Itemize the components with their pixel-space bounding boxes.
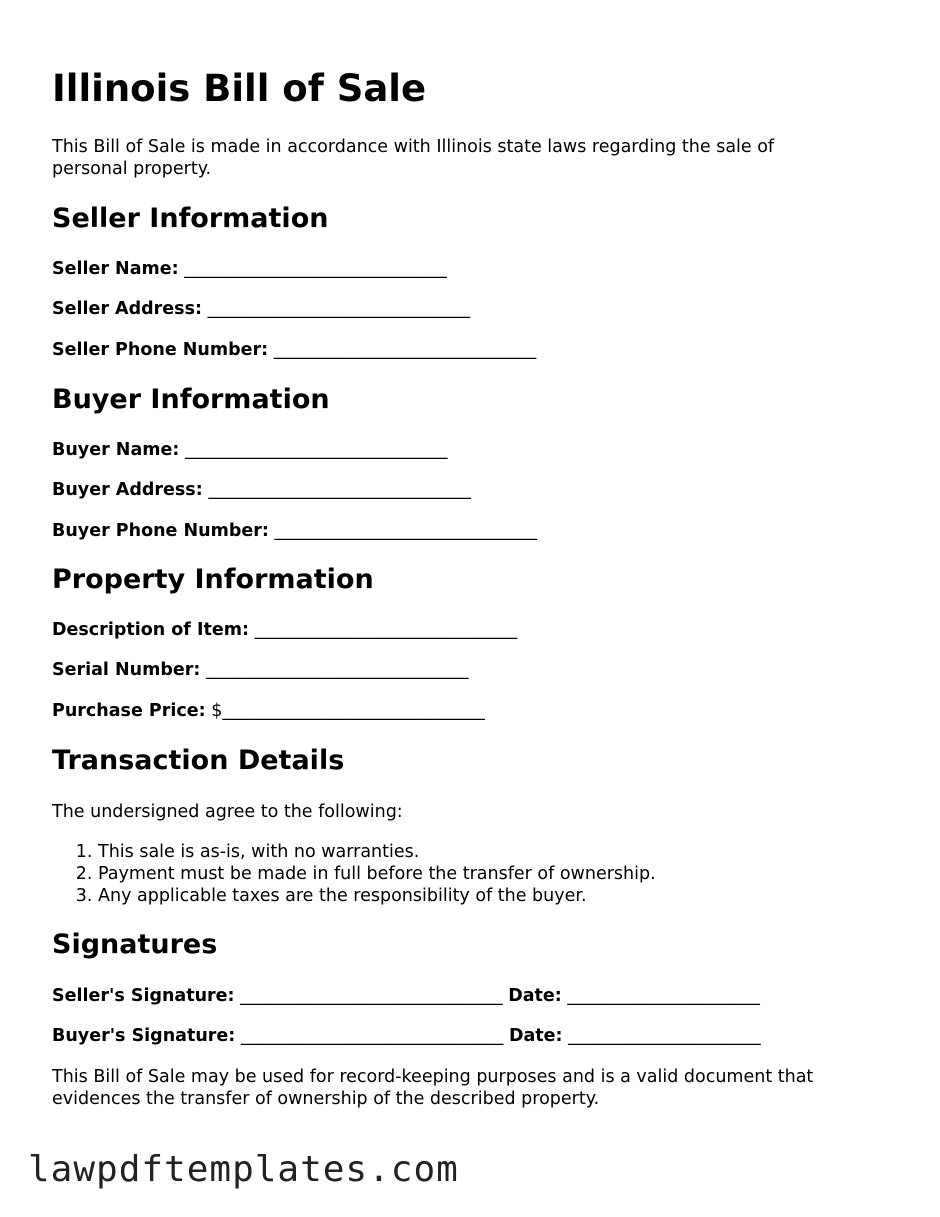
buyer-address-label: Buyer Address: bbox=[52, 480, 203, 500]
seller-phone-blank[interactable]: ______________________________ bbox=[273, 340, 537, 360]
description-blank[interactable]: ______________________________ bbox=[254, 620, 518, 640]
seller-date-label: Date: bbox=[508, 986, 562, 1006]
serial-number-blank[interactable]: ______________________________ bbox=[205, 660, 469, 680]
buyer-phone-blank[interactable]: ______________________________ bbox=[274, 521, 537, 541]
buyer-phone-field[interactable] bbox=[52, 520, 537, 542]
seller-signature-blank[interactable]: ______________________________ bbox=[240, 986, 503, 1006]
transaction-heading: Transaction Details bbox=[52, 745, 345, 776]
buyer-name-blank[interactable]: ______________________________ bbox=[184, 440, 448, 460]
purchase-price-label: Purchase Price: bbox=[52, 701, 206, 721]
seller-phone-label: Seller Phone Number: bbox=[52, 340, 269, 360]
serial-number-label: Serial Number: bbox=[52, 660, 201, 680]
buyer-address-field[interactable] bbox=[52, 479, 471, 501]
buyer-address-blank[interactable]: ______________________________ bbox=[208, 480, 471, 500]
buyer-name-label: Buyer Name: bbox=[52, 440, 180, 460]
buyer-signature-label: Buyer's Signature: bbox=[52, 1026, 236, 1046]
term-item: 2. Payment must be made in full before the transfer of ownership. bbox=[98, 863, 656, 885]
buyer-date-label: Date: bbox=[508, 1026, 563, 1046]
footer-watermark: lawpdftemplates.com bbox=[28, 1149, 459, 1190]
seller-name-label: Seller Name: bbox=[52, 259, 179, 279]
property-heading: Property Information bbox=[52, 564, 374, 595]
seller-address-label: Seller Address: bbox=[52, 299, 202, 319]
seller-signature-field[interactable] bbox=[52, 985, 760, 1007]
closing-paragraph: This Bill of Sale may be used for record-keeping purposes and is a valid document that evidences the transfer of ownership of the described property. bbox=[52, 1067, 814, 1109]
term-item: 1. This sale is as-is, with no warranties. bbox=[98, 841, 656, 863]
description-label: Description of Item: bbox=[52, 620, 249, 640]
terms-list bbox=[52, 841, 656, 907]
transaction-lead: The undersigned agree to the following: bbox=[52, 802, 403, 822]
buyer-signature-blank[interactable]: ______________________________ bbox=[240, 1026, 504, 1046]
buyer-signature-field[interactable] bbox=[52, 1025, 761, 1047]
buyer-date-blank[interactable]: ______________________ bbox=[568, 1026, 761, 1046]
dollar-sign: $ bbox=[211, 701, 223, 721]
serial-number-field[interactable] bbox=[52, 659, 468, 681]
seller-phone-field[interactable] bbox=[52, 339, 536, 361]
seller-heading: Seller Information bbox=[52, 203, 329, 234]
term-item: 3. Any applicable taxes are the responsibility of the buyer. bbox=[98, 885, 656, 907]
seller-address-blank[interactable]: ______________________________ bbox=[207, 299, 471, 319]
buyer-phone-label: Buyer Phone Number: bbox=[52, 521, 269, 541]
description-field[interactable] bbox=[52, 619, 517, 641]
seller-date-blank[interactable]: ______________________ bbox=[567, 986, 760, 1006]
seller-name-field[interactable] bbox=[52, 258, 447, 280]
document-title: Illinois Bill of Sale bbox=[52, 67, 427, 110]
buyer-name-field[interactable] bbox=[52, 439, 447, 461]
seller-address-field[interactable] bbox=[52, 298, 470, 320]
seller-name-blank[interactable]: ______________________________ bbox=[184, 259, 447, 279]
purchase-price-blank[interactable]: ______________________________ bbox=[222, 701, 485, 721]
intro-paragraph: This Bill of Sale is made in accordance with Illinois state laws regarding the sale of personal property. bbox=[52, 137, 775, 179]
buyer-heading: Buyer Information bbox=[52, 384, 330, 415]
signatures-heading: Signatures bbox=[52, 929, 218, 960]
purchase-price-field[interactable] bbox=[52, 700, 485, 722]
seller-signature-label: Seller's Signature: bbox=[52, 986, 235, 1006]
